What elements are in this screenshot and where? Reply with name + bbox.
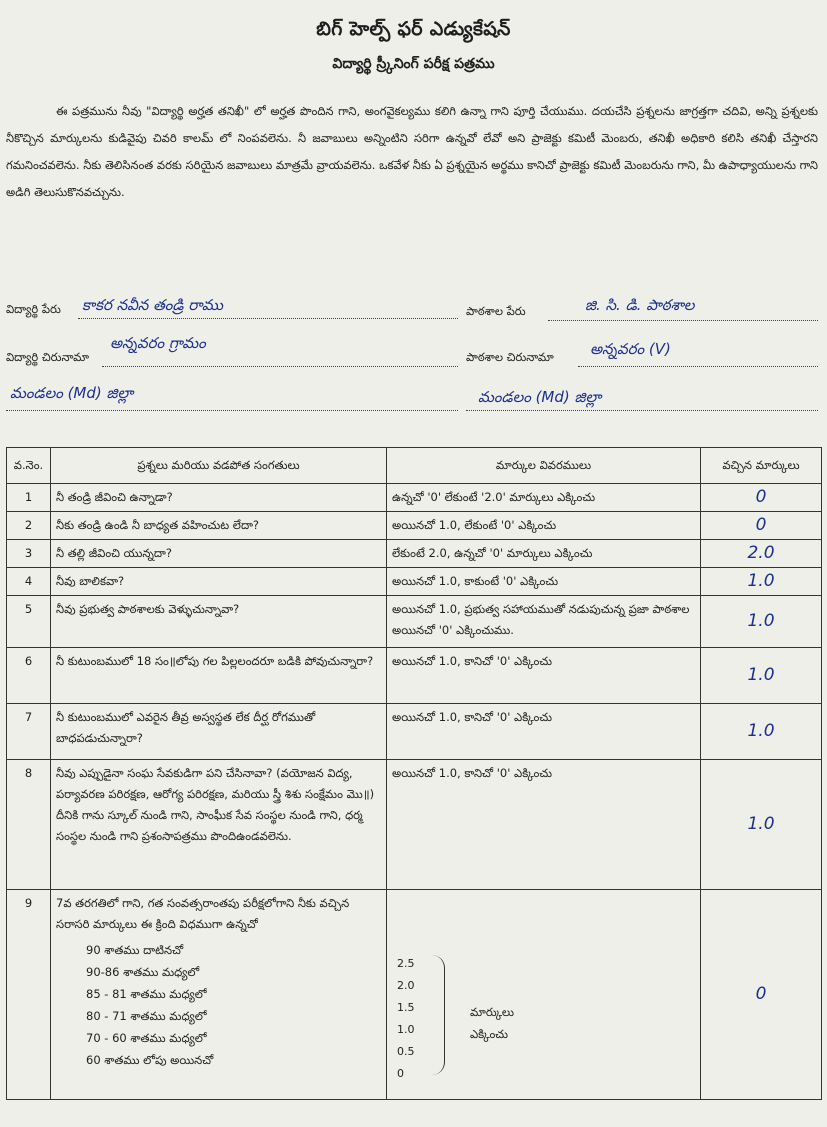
marks-rule: అయినచో 1.0, కాకుంటే '0' ఎక్కించు bbox=[387, 568, 701, 596]
school-name-label: పాఠశాల పేరు bbox=[466, 304, 526, 318]
student-address-value-2[interactable]: మండలం (Md) జిల్లా bbox=[10, 384, 134, 402]
student-address-line bbox=[102, 366, 458, 367]
table-row bbox=[7, 890, 822, 1100]
school-address-line bbox=[578, 366, 818, 367]
marks-obtained[interactable]: 1.0 bbox=[701, 760, 822, 890]
school-address-label: పాఠశాల చిరునామా bbox=[466, 350, 554, 364]
table-row bbox=[7, 540, 822, 568]
marks-obtained[interactable]: 0 bbox=[701, 890, 822, 1100]
marks-obtained[interactable]: 1.0 bbox=[701, 704, 822, 760]
school-address-value-2[interactable]: మండలం (Md) జిల్లా bbox=[478, 388, 602, 406]
scale-value: 1.5 bbox=[397, 1001, 415, 1014]
student-name-line bbox=[78, 318, 458, 319]
marks-rule: అయినచో 1.0, ప్రభుత్వ సహాయముతో నడుపుచున్న ప్రజా పాఠశాల అయినచో '0' ఎక్కించుము. bbox=[387, 596, 701, 648]
row-number: 9 bbox=[7, 890, 51, 1100]
instructions-paragraph: ఈ పత్రమును నీవు "విద్యార్థి అర్హత తనిఖీ" లో అర్హత పొందిన గాని, అంగవైకల్యము కలిగి ఉన్నా గాని పూర్తి చేయుము. దయచేసి ప్రశ్నలను జాగ్రత్తగా చదివి, అన్ని ప్రశ్నలకు నీకొచ్చిన మార్కులను కుడివైపు చివరి కాలమ్ లో నింపవలెను. నీ జవాబులు అన్నింటిని సరిగా ఉన్నవో లేవో అని ప్రాజెక్టు కమిటీ మెంబరు, తనిఖీ అధికారి కలిసి తనిఖీ చేస్తారని గమనించవలెను. నీకు తెలిసినంత వరకు సరియైన జవాబులు మాత్రమే వ్రాయవలెను. ఒకవేళ నీకు ఏ ప్రశ్నయైన అర్థము కానిచో ప్రాజెక్టు కమిటీ మెంబరును గాని, మీ ఉపాధ్యాయులను గాని అడిగి తెలుసుకొనవచ్చును. bbox=[6, 104, 818, 199]
scale-value: 1.0 bbox=[397, 1023, 415, 1036]
question-text bbox=[51, 890, 387, 1100]
student-name-label: విద్యార్థి పేరు bbox=[6, 302, 61, 316]
question-text: నీవు బాలికవా? bbox=[51, 568, 387, 596]
table-row bbox=[7, 596, 822, 648]
question-text: నీవు ఎప్పుడైనా సంఘ సేవకుడిగా పని చేసినావా? (వయోజన విద్య, పర్యావరణ పరిరక్షణ, ఆరోగ్య పరిరక్షణ, మరియు స్త్రీ శిశు సంక్షేమం మొ॥) దీనికి గాను స్కూల్ నుండి గాని, సాంఘీక సేవ సంస్థల నుండి గాని, ధర్మ సంస్థల నుండి గాని ప్రశంసాపత్రము పొందిఉండవలెను. bbox=[51, 760, 387, 890]
question-text: నీ తండ్రి జీవించి ఉన్నాడా? bbox=[51, 484, 387, 512]
marks-rule: అయినచో 1.0, కానిచో '0' ఎక్కించు bbox=[387, 704, 701, 760]
scale-value: 0 bbox=[397, 1067, 404, 1080]
question-text: నీకు తండ్రి ఉండి నీ బాధ్యత వహించుట లేదా? bbox=[51, 512, 387, 540]
marks-obtained[interactable]: 0 bbox=[701, 484, 822, 512]
marks-obtained[interactable]: 0 bbox=[701, 512, 822, 540]
form-subtitle: విద్యార్థి స్ర్కీనింగ్ పరీక్ష పత్రము bbox=[332, 56, 495, 72]
table-row bbox=[7, 704, 822, 760]
form-title: బిగ్ హెల్ప్ ఫర్ ఎడ్యుకేషన్ bbox=[316, 18, 511, 40]
student-address-label: విద్యార్థి చిరునామా bbox=[6, 350, 89, 364]
student-address-value-1[interactable]: అన్నవరం గ్రామం bbox=[110, 334, 206, 352]
question-text: నీ కుటుంబములో ఎవరైన తీవ్ర అస్వస్థత లేక దీర్ఘ రోగముతో బాధపడుచున్నారా? bbox=[51, 704, 387, 760]
marks-obtained[interactable]: 1.0 bbox=[701, 568, 822, 596]
question-text: నీ తల్లి జీవించి యున్నదా? bbox=[51, 540, 387, 568]
question-text: నీవు ప్రభుత్వ పాఠశాలకు వెళ్ళుచున్నావా? bbox=[51, 596, 387, 648]
school-address-value-1[interactable]: అన్నవరం (V) bbox=[590, 340, 671, 358]
marks-scale bbox=[397, 953, 415, 1085]
row-number: 6 bbox=[7, 648, 51, 704]
header-marks-obtained: వచ్చిన మార్కులు bbox=[701, 448, 822, 484]
row-number: 3 bbox=[7, 540, 51, 568]
school-name-line bbox=[548, 320, 818, 321]
row-number: 2 bbox=[7, 512, 51, 540]
percentage-ranges bbox=[86, 939, 381, 1071]
header-serial-no: వ.నెం. bbox=[7, 448, 51, 484]
marks-rule: అయినచో 1.0, లేకుంటే '0' ఎక్కించు bbox=[387, 512, 701, 540]
range-item: 80 - 71 శాతము మధ్యలో bbox=[86, 1009, 207, 1023]
row-number: 4 bbox=[7, 568, 51, 596]
curly-brace bbox=[432, 955, 445, 1075]
marks-rule bbox=[387, 890, 701, 1100]
scale-value: 0.5 bbox=[397, 1045, 415, 1058]
school-name-value[interactable]: జి. సి. డి. పాఠశాల bbox=[585, 296, 695, 314]
marks-rule: ఉన్నచో '0' లేకుంటే '2.0' మార్కులు ఎక్కించు bbox=[387, 484, 701, 512]
table-row bbox=[7, 484, 822, 512]
question-9-text: 7వ తరగతిలో గాని, గత సంవత్సరాంతపు పరీక్షలోగాని నీకు వచ్చిన సరాసరి మార్కులు ఈ క్రింది విధముగా ఉన్నచో bbox=[56, 896, 350, 931]
scale-label bbox=[470, 1001, 514, 1045]
scale-label-line-2: ఎక్కించు bbox=[470, 1027, 509, 1041]
marks-obtained[interactable]: 1.0 bbox=[701, 596, 822, 648]
row-number: 7 bbox=[7, 704, 51, 760]
table-row bbox=[7, 568, 822, 596]
table-row bbox=[7, 648, 822, 704]
range-item: 70 - 60 శాతము మధ్యలో bbox=[86, 1031, 207, 1045]
range-item: 85 - 81 శాతము మధ్యలో bbox=[86, 987, 207, 1001]
scale-label-line-1: మార్కులు bbox=[470, 1005, 514, 1019]
scale-value: 2.0 bbox=[397, 979, 415, 992]
questions-table bbox=[6, 447, 822, 1100]
marks-rule: అయినచో 1.0, కానిచో '0' ఎక్కించు bbox=[387, 648, 701, 704]
marks-obtained[interactable]: 1.0 bbox=[701, 648, 822, 704]
row-number: 1 bbox=[7, 484, 51, 512]
marks-obtained[interactable]: 2.0 bbox=[701, 540, 822, 568]
row-number: 8 bbox=[7, 760, 51, 890]
marks-rule: అయినచో 1.0, కానిచో '0' ఎక్కించు bbox=[387, 760, 701, 890]
student-address-line-2 bbox=[6, 410, 458, 411]
table-row bbox=[7, 760, 822, 890]
range-item: 60 శాతము లోపు అయినచో bbox=[86, 1053, 214, 1067]
range-item: 90 శాతము దాటినచో bbox=[86, 943, 184, 957]
range-item: 90-86 శాతము మధ్యలో bbox=[86, 965, 200, 979]
student-name-value[interactable]: కాకర నవీన తండ్రి రాము bbox=[82, 296, 223, 314]
row-number: 5 bbox=[7, 596, 51, 648]
school-address-line-2 bbox=[466, 410, 818, 411]
header-marks-details: మార్కుల వివరములు bbox=[387, 448, 701, 484]
question-text: నీ కుటుంబములో 18 సం॥లోపు గల పిల్లలందరూ బడికి పోవుచున్నారా? bbox=[51, 648, 387, 704]
marks-rule: లేకుంటే 2.0, ఉన్నచో '0' మార్కులు ఎక్కించు bbox=[387, 540, 701, 568]
table-row bbox=[7, 512, 822, 540]
scale-value: 2.5 bbox=[397, 957, 415, 970]
header-questions: ప్రశ్నలు మరియు వడపోత సంగతులు bbox=[51, 448, 387, 484]
